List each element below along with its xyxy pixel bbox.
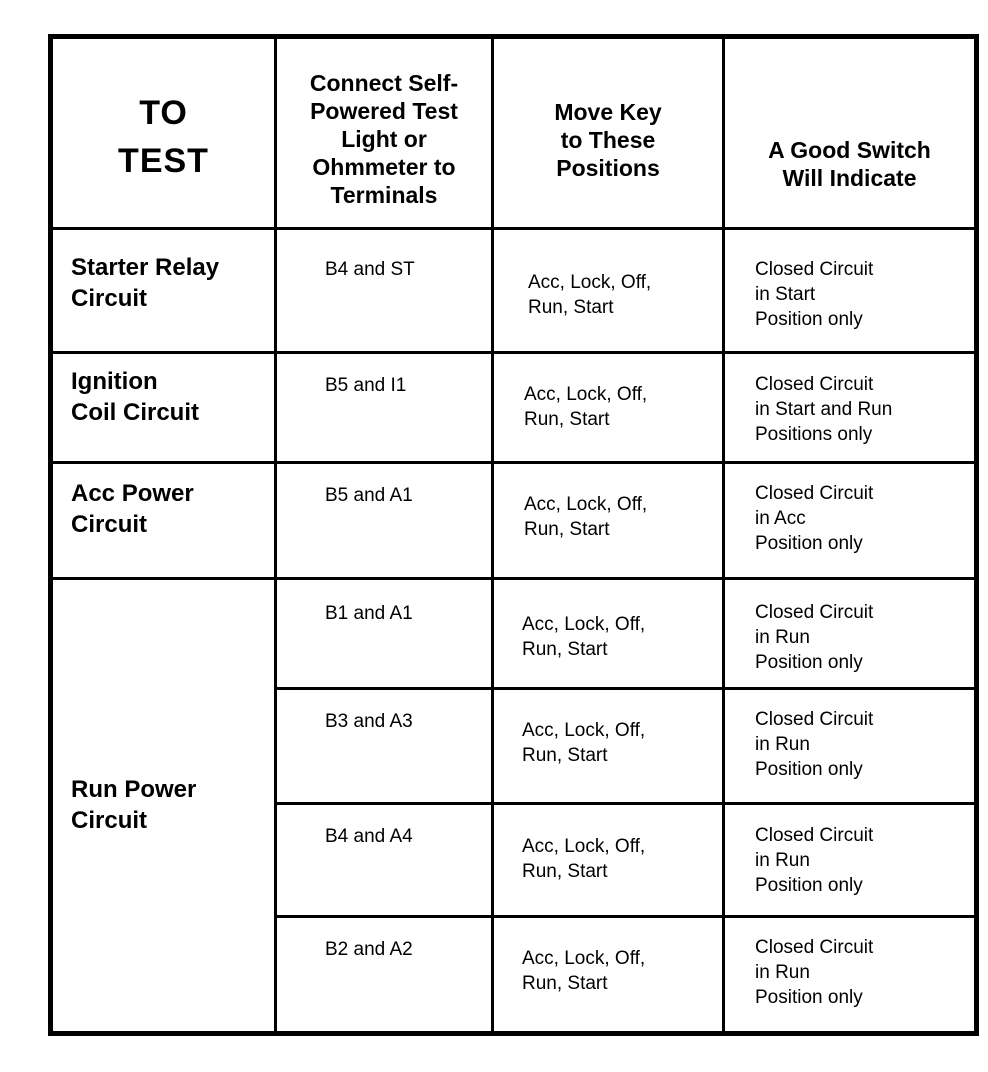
terminals-cell: B3 and A3 [276,689,493,804]
header-connect-terminals: Connect Self- Powered Test Light or Ohmmeter to Terminals [276,37,493,229]
positions-cell: Acc, Lock, Off, Run, Start [493,578,724,689]
table-row [51,463,977,579]
test-name-cell: Starter Relay Circuit [51,228,276,352]
indicates-cell: Closed Circuit in Start and Run Positions only [724,352,977,463]
indicates-cell: Closed Circuit in Run Position only [724,803,977,917]
positions-cell: Acc, Lock, Off, Run, Start [493,352,724,463]
terminals-cell: B2 and A2 [276,917,493,1034]
indicates-cell: Closed Circuit in Start Position only [724,228,977,352]
positions-cell: Acc, Lock, Off, Run, Start [493,803,724,917]
indicates-cell: Closed Circuit in Run Position only [724,578,977,689]
header-row [51,37,977,229]
terminals-cell: B5 and A1 [276,463,493,579]
header-good-switch: A Good Switch Will Indicate [724,37,977,229]
positions-cell: Acc, Lock, Off, Run, Start [493,228,724,352]
table-row [51,352,977,463]
ignition-switch-test-table [48,34,979,1036]
header-to-test: TO TEST [51,37,276,229]
positions-cell: Acc, Lock, Off, Run, Start [493,917,724,1034]
terminals-cell: B4 and A4 [276,803,493,917]
indicates-cell: Closed Circuit in Run Position only [724,689,977,804]
test-name-cell: Run Power Circuit [51,578,276,1033]
test-name-cell: Acc Power Circuit [51,463,276,579]
indicates-cell: Closed Circuit in Run Position only [724,917,977,1034]
terminals-cell: B4 and ST [276,228,493,352]
test-name-cell: Ignition Coil Circuit [51,352,276,463]
positions-cell: Acc, Lock, Off, Run, Start [493,689,724,804]
terminals-cell: B1 and A1 [276,578,493,689]
terminals-cell: B5 and I1 [276,352,493,463]
indicates-cell: Closed Circuit in Acc Position only [724,463,977,579]
header-move-key: Move Key to These Positions [493,37,724,229]
table-row [51,228,977,352]
positions-cell: Acc, Lock, Off, Run, Start [493,463,724,579]
table-row [51,578,977,689]
